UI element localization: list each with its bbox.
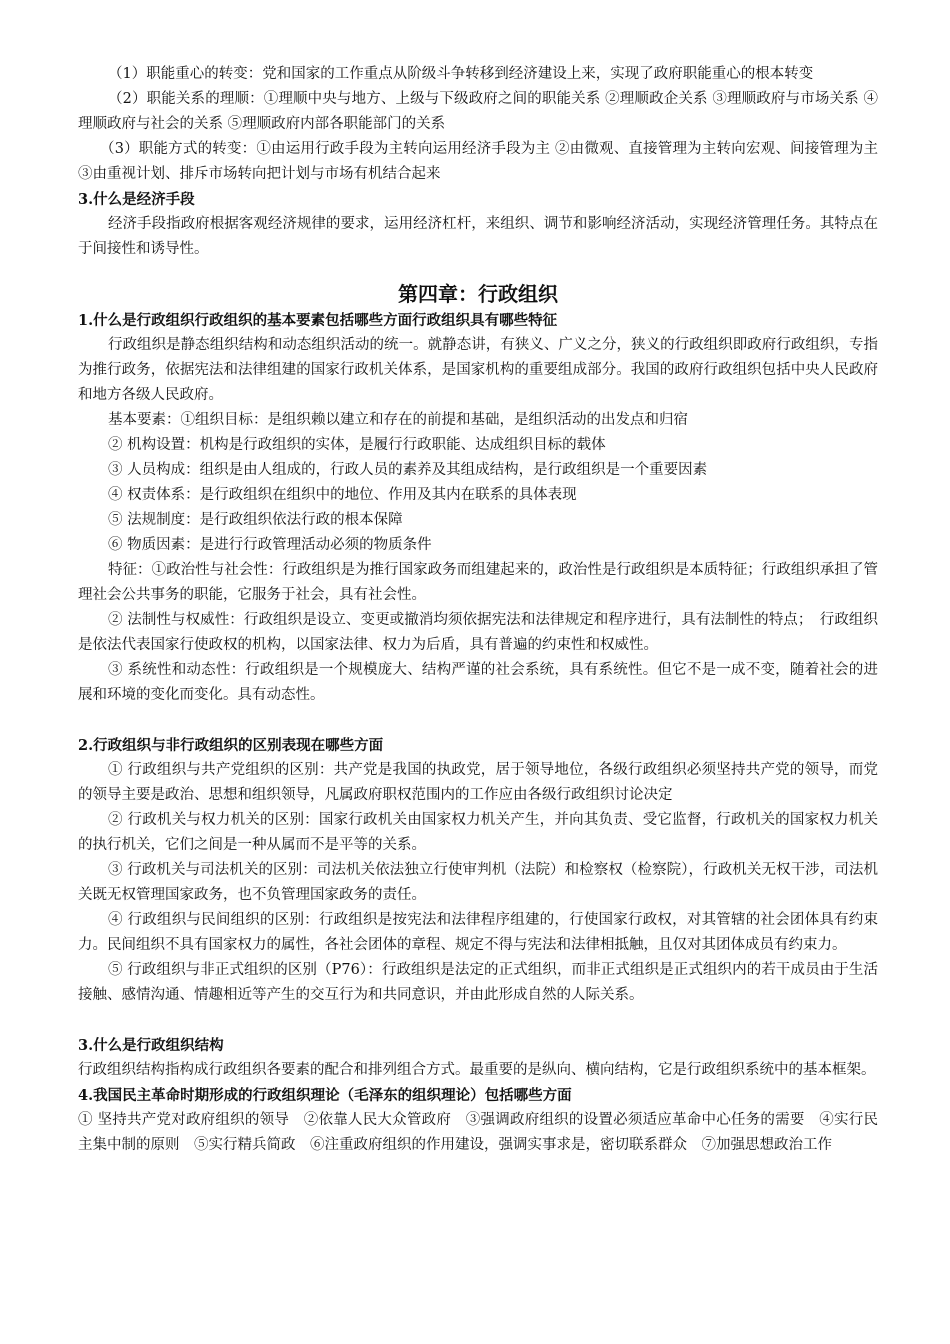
difference-item-1: ① 行政组织与共产党组织的区别：共产党是我国的执政党，居于领导地位，各级行政组织必须坚持共产党的领导，而党的领导主要是政治、思想和组织领导，凡属政府职权范围内的工作应由各级行政组织讨论决定 xyxy=(78,762,878,803)
difference-item-5: ⑤ 行政组织与非正式组织的区别（P76）：行政组织是法定的正式组织，而非正式组织是正式组织内的若干成员由于生活接触、感情沟通、情趣相近等产生的交互行为和共同意识，并由此形成自然的人际关系。 xyxy=(78,962,878,1003)
element-item-6: ⑥ 物质因素：是进行行政管理活动必须的物质条件 xyxy=(108,537,432,553)
feature-item-3: ③ 系统性和动态性：行政组织是一个规模庞大、结构严谨的社会系统，具有系统性。但它不是一成不变，随着社会的进展和环境的变化而变化。具有动态性。 xyxy=(78,662,878,703)
section-heading-economic-means: 3.什么是经济手段 xyxy=(78,191,195,208)
paragraph-function-relations: （2）职能关系的理顺：①理顺中央与地方、上级与下级政府之间的职能关系 ②理顺政企关系 ③理顺政府与市场关系 ④理顺政府与社会的关系 ⑤理顺政府内部各职能部门的关系 xyxy=(78,91,878,132)
spacer xyxy=(78,1008,878,1033)
feature-item-2: ② 法制性与权威性：行政组织是设立、变更或撤消均须依据宪法和法律规定和程序进行，具有法制性的特点； 行政组织是依法代表国家行使政权的机构，以国家法律、权力为后盾，具有普遍的约束性和权威性。 xyxy=(78,612,878,653)
feature-item-1: 特征：①政治性与社会性：行政组织是为推行国家政务而组建起来的，政治性是行政组织是本质特征；行政组织承担了管理社会公共事务的职能，它服务于社会，具有社会性。 xyxy=(78,562,878,603)
question-heading-2: 2.行政组织与非行政组织的区别表现在哪些方面 xyxy=(78,737,384,754)
paragraph-economic-means: 经济手段指政府根据客观经济规律的要求，运用经济杠杆，来组织、调节和影响经济活动，实现经济管理任务。其特点在于间接性和诱导性。 xyxy=(78,216,878,257)
paragraph-function-focus: （1）职能重心的转变：党和国家的工作重点从阶级斗争转移到经济建设上来，实现了政府职能重心的根本转变 xyxy=(108,66,814,82)
question-heading-1: 1.什么是行政组织行政组织的基本要素包括哪些方面行政组织具有哪些特征 xyxy=(78,312,558,329)
paragraph-mao-theory: ① 坚持共产党对政府组织的领导 ②依靠人民大众管政府 ③强调政府组织的设置必须适应革命中心任务的需要 ④实行民主集中制的原则 ⑤实行精兵简政 ⑥注重政府组织的作用建设，强调实事求是，密切联系群众 ⑦加强思想政治工作 xyxy=(78,1112,878,1153)
question-heading-3: 3.什么是行政组织结构 xyxy=(78,1037,224,1054)
element-item-4: ④ 权责体系：是行政组织在组织中的地位、作用及其内在联系的具体表现 xyxy=(108,487,577,503)
element-item-3: ③ 人员构成：组织是由人组成的，行政人员的素养及其组成结构，是行政组织是一个重要因素 xyxy=(108,462,708,478)
question-heading-4: 4.我国民主革命时期形成的行政组织理论（毛泽东的组织理论）包括哪些方面 xyxy=(78,1087,572,1104)
difference-item-2: ② 行政机关与权力机关的区别：国家行政机关由国家权力机关产生，并向其负责、受它监督，行政机关的国家权力机关的执行机关，它们之间是一种从属而不是平等的关系。 xyxy=(78,812,878,853)
paragraph-org-intro: 行政组织是静态组织结构和动态组织活动的统一。就静态讲，有狭义、广义之分，狭义的行政组织即政府行政组织，专指为推行政务，依据宪法和法律组建的国家行政机关体系，是国家机构的重要组成部分。我国的政府行政组织包括中央人民政府和地方各级人民政府。 xyxy=(78,337,878,403)
element-item-5: ⑤ 法规制度：是行政组织依法行政的根本保障 xyxy=(108,512,403,528)
paragraph-function-methods: （3）职能方式的转变：①由运用行政手段为主转向运用经济手段为主 ②由微观、直接管理为主转向宏观、间接管理为主 ③由重视计划、排斥市场转向把计划与市场有机结合起来 xyxy=(78,141,878,182)
element-item-2: ② 机构设置：机构是行政组织的实体，是履行行政职能、达成组织目标的载体 xyxy=(108,437,606,453)
chapter-title: 第四章：行政组织 xyxy=(398,282,558,306)
difference-item-3: ③ 行政机关与司法机关的区别：司法机关依法独立行使审判机（法院）和检察权（检察院），行政机关无权干涉，司法机关既无权管理国家政务，也不负管理国家政务的责任。 xyxy=(78,862,878,903)
document-page xyxy=(78,62,878,1158)
spacer xyxy=(78,708,878,733)
element-item-1: 基本要素：①组织目标：是组织赖以建立和存在的前提和基础，是组织活动的出发点和归宿 xyxy=(108,412,688,428)
paragraph-org-structure: 行政组织结构指构成行政组织各要素的配合和排列组合方式。最重要的是纵向、横向结构，它是行政组织系统中的基本框架。 xyxy=(78,1062,876,1078)
difference-item-4: ④ 行政组织与民间组织的区别：行政组织是按宪法和法律程序组建的，行使国家行政权，对其管辖的社会团体具有约束力。民间组织不具有国家权力的属性，各社会团体的章程、规定不得与宪法和法律相抵触，且仅对其团体成员有约束力。 xyxy=(78,912,878,953)
